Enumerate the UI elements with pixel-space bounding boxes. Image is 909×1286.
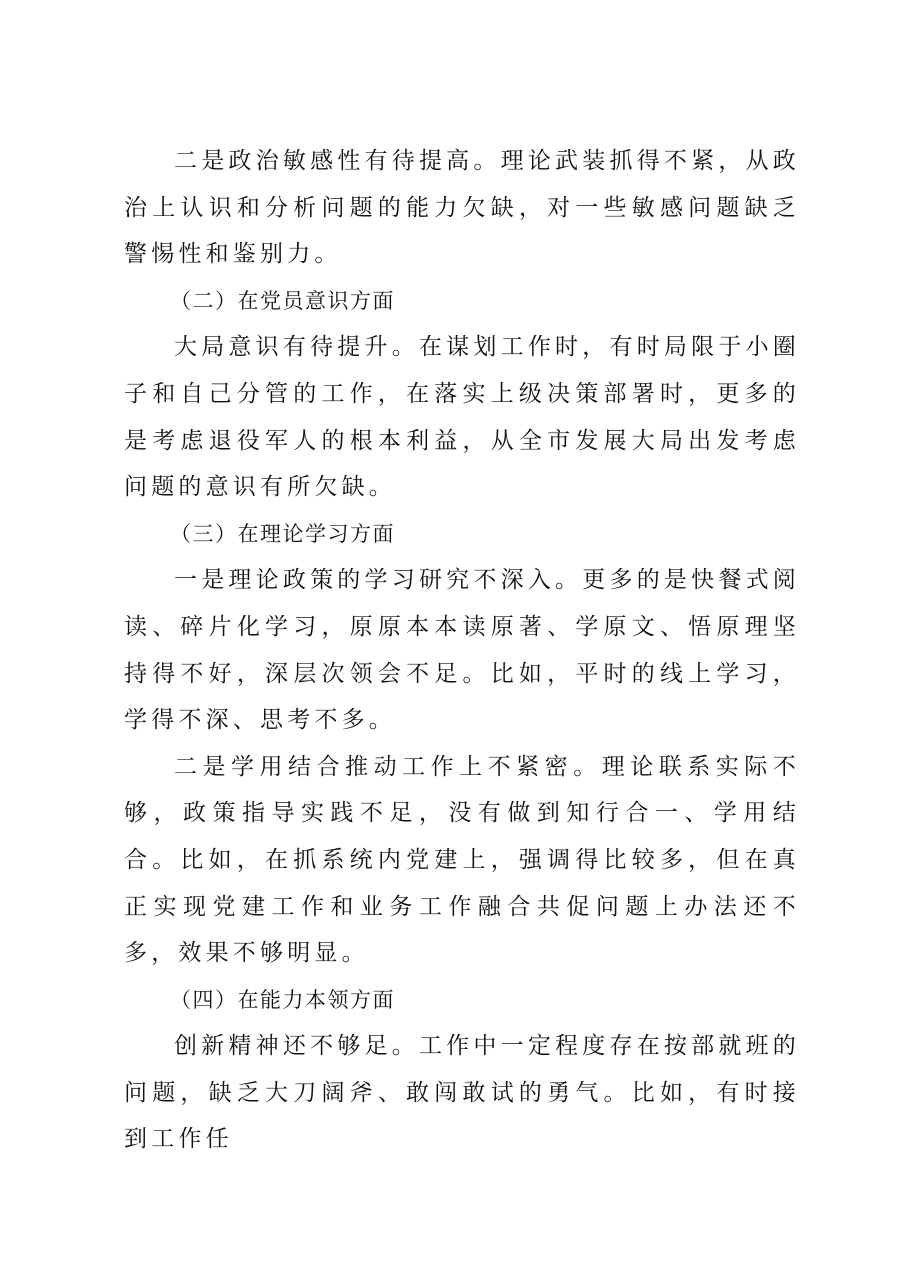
section-heading-theory-study: （三）在理论学习方面 bbox=[170, 521, 395, 546]
paragraph-innovation-spirit: 创新精神还不够足。工作中一定程度存在按部就班的问题，缺乏大刀阔斧、敢闯敢试的勇气。比如，有时接到工作任 bbox=[124, 1033, 800, 1153]
section-heading-party-awareness: （二）在党员意识方面 bbox=[170, 288, 395, 313]
paragraph-political-sensitivity: 二是政治敏感性有待提高。理论武装抓得不紧，从政治上认识和分析问题的能力欠缺，对一些敏感问题缺乏警惕性和鉴别力。 bbox=[124, 148, 800, 268]
section-heading-capability: （四）在能力本领方面 bbox=[170, 987, 395, 1012]
paragraph-big-picture-awareness: 大局意识有待提升。在谋划工作时，有时局限于小圈子和自己分管的工作，在落实上级决策部署时，更多的是考虑退役军人的根本利益，从全市发展大局出发考虑问题的意识有所欠缺。 bbox=[124, 334, 800, 501]
document-page bbox=[124, 138, 800, 1163]
paragraph-learning-application: 二是学用结合推动工作上不紧密。理论联系实际不够，政策指导实践不足，没有做到知行合一、学用结合。比如，在抓系统内党建上，强调得比较多，但在真正实现党建工作和业务工作融合共促问题上办法还不多，效果不够明显。 bbox=[124, 753, 800, 967]
paragraph-policy-study: 一是理论政策的学习研究不深入。更多的是快餐式阅读、碎片化学习，原原本本读原著、学原文、悟原理坚持得不好，深层次领会不足。比如，平时的线上学习，学得不深、思考不多。 bbox=[124, 567, 800, 734]
